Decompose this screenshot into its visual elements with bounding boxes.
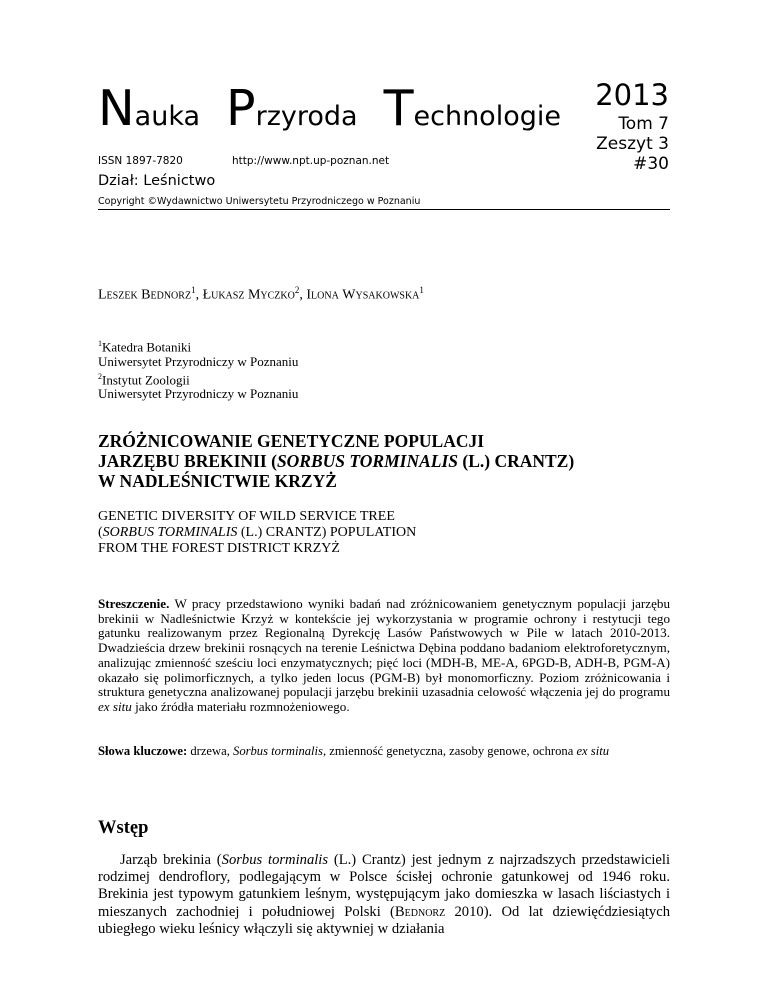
intro-paragraph: Jarząb brekinia (Sorbus torminalis (L.) Crantz) jest jednym z najrzadszych przedstawicieli rodzimej dendroflory, podlegającym w Polsce ścisłej ochronie gatunkowej od 1946 roku. Brekinia jest typowym gatunkiem leśnym, występującym jako domieszka w lasach liściastych i mieszanych zachodniej i południowej Polski (Bednorz 2010). Od lat dziewięćdziesiątych ubiegłego wieku leśnicy włączyli się aktywniej w działania (98, 852, 671, 937)
volume: Tom 7 (618, 114, 669, 134)
affiliation-line: Uniwersytet Przyrodniczy w Poznaniu (98, 353, 299, 369)
issn: ISSN 1897-7820 (98, 155, 183, 167)
keywords: Słowa kluczowe: drzewa, Sorbus torminalis, zmienność genetyczna, zasoby genowe, ochrona ex situ (98, 744, 609, 758)
journal-volume-info (560, 114, 669, 174)
author-first: Leszek (98, 287, 138, 303)
section-label: Dział: Leśnictwo (98, 173, 216, 189)
authors-line: Leszek Bednorz$^1$, Łukasz Myczko$^2$, Ilona Wysakowska$^1$ (98, 285, 424, 303)
affiliation-line: Uniwersytet Przyrodniczy w Poznaniu (98, 386, 299, 402)
affiliations (98, 337, 298, 402)
title-polish: ZRÓŻNICOWANIE GENETYCZNE POPULACJI JARZĘBU BREKINII (SORBUS TORMINALIS (L.) CRANTZ) W NADLEŚNICTWIE KRZYŻ (98, 431, 575, 491)
journal-url[interactable]: http://www.npt.up-poznan.net (232, 155, 390, 167)
author-last: Bednorz (141, 287, 192, 303)
abstract: Streszczenie. W pracy przedstawiono wyniki badań nad zróżnicowaniem genetycznym populacji jarzębu brekinii w Nadleśnictwie Krzyż w kontekście jej wykorzystania w programie ochrony i restytucji tego gatunku realizowanym przez Regionalną Dyrekcję Lasów Państwowych w Pile w latach 2010-2013. Dwadzieścia drzew brekinii rosnących na terenie Leśnictwa Dębina poddano badaniom elektroforetycznym, analizując zmienność sześciu loci enzymatycznych; pięć loci (MDH-B, ME-A, 6PGD-B, ADH-B, PGM-A) okazało się polimorficznych, a tylko jeden locus (PGM-B) był monomorficzny. Poziom zróżnicowania i struktura genetyczna analizowanej populacji jarzębu brekinii uzasadnia celowość włączenia jej do programu ex situ jako źródła materiału rozmnożeniowego. (98, 596, 670, 714)
issue: Zeszyt 3 (596, 134, 669, 154)
journal-year: 2013 (595, 78, 669, 112)
section-heading: Wstęp (98, 818, 149, 838)
affiliation-line: $^1$Katedra Botaniki (98, 339, 192, 355)
author-first: Ilona (306, 287, 339, 303)
title-english: GENETIC DIVERSITY OF WILD SERVICE TREE (SORBUS TORMINALIS (L.) CRANTZ) POPULATION FROM THE FOREST DISTRICT KRZYŻ (98, 509, 417, 556)
header-divider (98, 209, 670, 210)
author-first: Łukasz (202, 287, 245, 303)
number: #30 (633, 154, 669, 174)
author-last: Myczko (247, 287, 295, 303)
author-last: Wysakowska (342, 287, 420, 303)
journal-logo: Nauka Przyroda Technologie (98, 80, 561, 137)
copyright: Copyright ©Wydawnictwo Uniwersytetu Przyrodniczego w Poznaniu (98, 196, 421, 207)
affiliation-line: $^2$Instytut Zoologii (98, 371, 190, 387)
citation-author: Bednorz (394, 903, 446, 920)
